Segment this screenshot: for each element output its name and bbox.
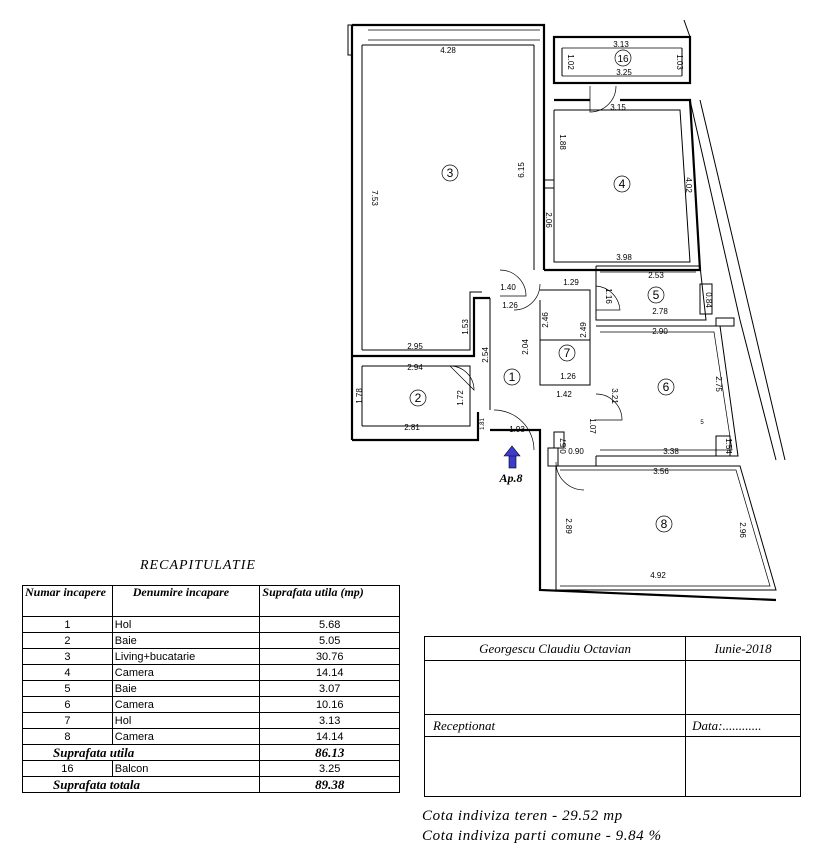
dimension-label: 2.06 — [544, 212, 553, 228]
entrance-label: Ap.8 — [499, 471, 523, 485]
room-number: 3 — [446, 166, 454, 180]
recap-title: RECAPITULATIE — [140, 558, 256, 573]
dimension-label: 2.04 — [521, 339, 530, 355]
dimension-label: 4.02 — [684, 177, 693, 193]
table-row: 8 Camera 14.14 — [23, 729, 400, 745]
cota-teren: Cota indiviza teren - 29.52 mp — [422, 808, 623, 824]
dimension-label: 3.21 — [610, 388, 619, 404]
data-label: Data:............ — [686, 715, 801, 737]
dimension-label: 7.53 — [370, 190, 379, 206]
blank-cell — [425, 661, 686, 715]
dimension-label: 1.81 — [480, 418, 486, 430]
dimension-label: 4.92 — [650, 571, 666, 580]
table-row: 6 Camera 10.16 — [23, 697, 400, 713]
room-number: 4 — [618, 177, 626, 191]
blank-cell — [425, 737, 686, 797]
dimension-label: 5 — [700, 420, 704, 426]
dimension-label: 2.96 — [738, 522, 747, 538]
dimension-label: 2.75 — [714, 376, 723, 392]
table-row: 5 Baie 3.07 — [23, 681, 400, 697]
table-row: 2 Baie 5.05 — [23, 633, 400, 649]
dimension-label: 2.49 — [579, 322, 588, 338]
table-row: 3 Living+bucatarie 30.76 — [23, 649, 400, 665]
room-number: 8 — [660, 517, 668, 531]
recap-table — [22, 585, 400, 793]
dimension-label: 3.38 — [663, 447, 679, 456]
dimension-label: 1.07 — [588, 418, 597, 434]
dimension-label: 1.03 — [675, 54, 684, 70]
dimension-label: 3.13 — [613, 40, 629, 49]
col-header-area: Suprafata utila (mp) — [260, 586, 400, 617]
dimension-label: 2.90 — [652, 327, 668, 336]
dimension-label: 0.57 — [559, 438, 568, 454]
dimension-label: 2.94 — [407, 363, 423, 372]
room-number: 5 — [652, 288, 660, 302]
walls — [348, 20, 785, 600]
blank-cell — [686, 737, 801, 797]
document-date: Iunie-2018 — [686, 637, 801, 661]
dimension-labels — [355, 40, 747, 580]
table-header-row — [23, 586, 400, 617]
table-row: 1 Hol 5.68 — [23, 617, 400, 633]
room-number: 2 — [414, 391, 422, 405]
received-label: Receptionat — [425, 715, 686, 737]
dimension-label: 1.72 — [456, 390, 465, 406]
dimension-label: 6.15 — [517, 162, 526, 178]
dimension-label: 2.53 — [648, 271, 664, 280]
room-labels — [410, 50, 674, 532]
dimension-label: 2.81 — [404, 423, 420, 432]
dimension-label: 1.88 — [558, 134, 567, 150]
dimension-label: 2.95 — [407, 342, 423, 351]
dimension-label: 1.26 — [502, 301, 518, 310]
author-name: Georgescu Claudiu Octavian — [425, 637, 686, 661]
dimension-label: 1.16 — [604, 288, 613, 304]
dimension-label: 1.93 — [509, 425, 525, 434]
room-number: 7 — [563, 346, 571, 360]
blank-cell — [686, 661, 801, 715]
balcony-row: 16 Balcon 3.25 — [23, 761, 400, 777]
room-number: 16 — [617, 54, 629, 65]
dimension-label: 3.25 — [616, 68, 632, 77]
dimension-label: 3.56 — [653, 467, 669, 476]
dimension-label: 1.29 — [563, 278, 579, 287]
dimension-label: 3.98 — [616, 253, 632, 262]
useful-area-row: Suprafata utila 86.13 — [23, 745, 400, 761]
signature-table — [424, 636, 801, 797]
cota-comune: Cota indiviza parti comune - 9.84 % — [422, 828, 662, 844]
dimension-label: 1.02 — [566, 54, 575, 70]
table-row: 4 Camera 14.14 — [23, 665, 400, 681]
col-header-number: Numar incapere — [23, 586, 113, 617]
room-number: 6 — [662, 380, 670, 394]
entrance-arrow-icon — [504, 446, 520, 468]
dimension-label: 1.26 — [560, 372, 576, 381]
dimension-label: 0.90 — [568, 447, 584, 456]
dimension-label: 4.28 — [440, 46, 456, 55]
dimension-label: 1.78 — [355, 388, 364, 404]
dimension-label: 2.78 — [652, 307, 668, 316]
dimension-label: 1.54 — [724, 438, 733, 454]
dimension-label: 3.15 — [610, 103, 626, 112]
dimension-label: 1.42 — [556, 390, 572, 399]
cota-indiviza — [422, 806, 662, 846]
total-area-row: Suprafata totala 89.38 — [23, 777, 400, 793]
dimension-label: 2.54 — [481, 347, 490, 363]
room-number: 1 — [508, 370, 516, 384]
table-row: 7 Hol 3.13 — [23, 713, 400, 729]
dimension-label: 1.40 — [500, 283, 516, 292]
dimension-label: 1.53 — [461, 319, 470, 335]
dimension-label: 2.46 — [541, 312, 550, 328]
dimension-label: 2.89 — [564, 518, 573, 534]
dimension-label: 0.84 — [704, 292, 713, 308]
col-header-name: Denumire incapare — [112, 586, 260, 617]
